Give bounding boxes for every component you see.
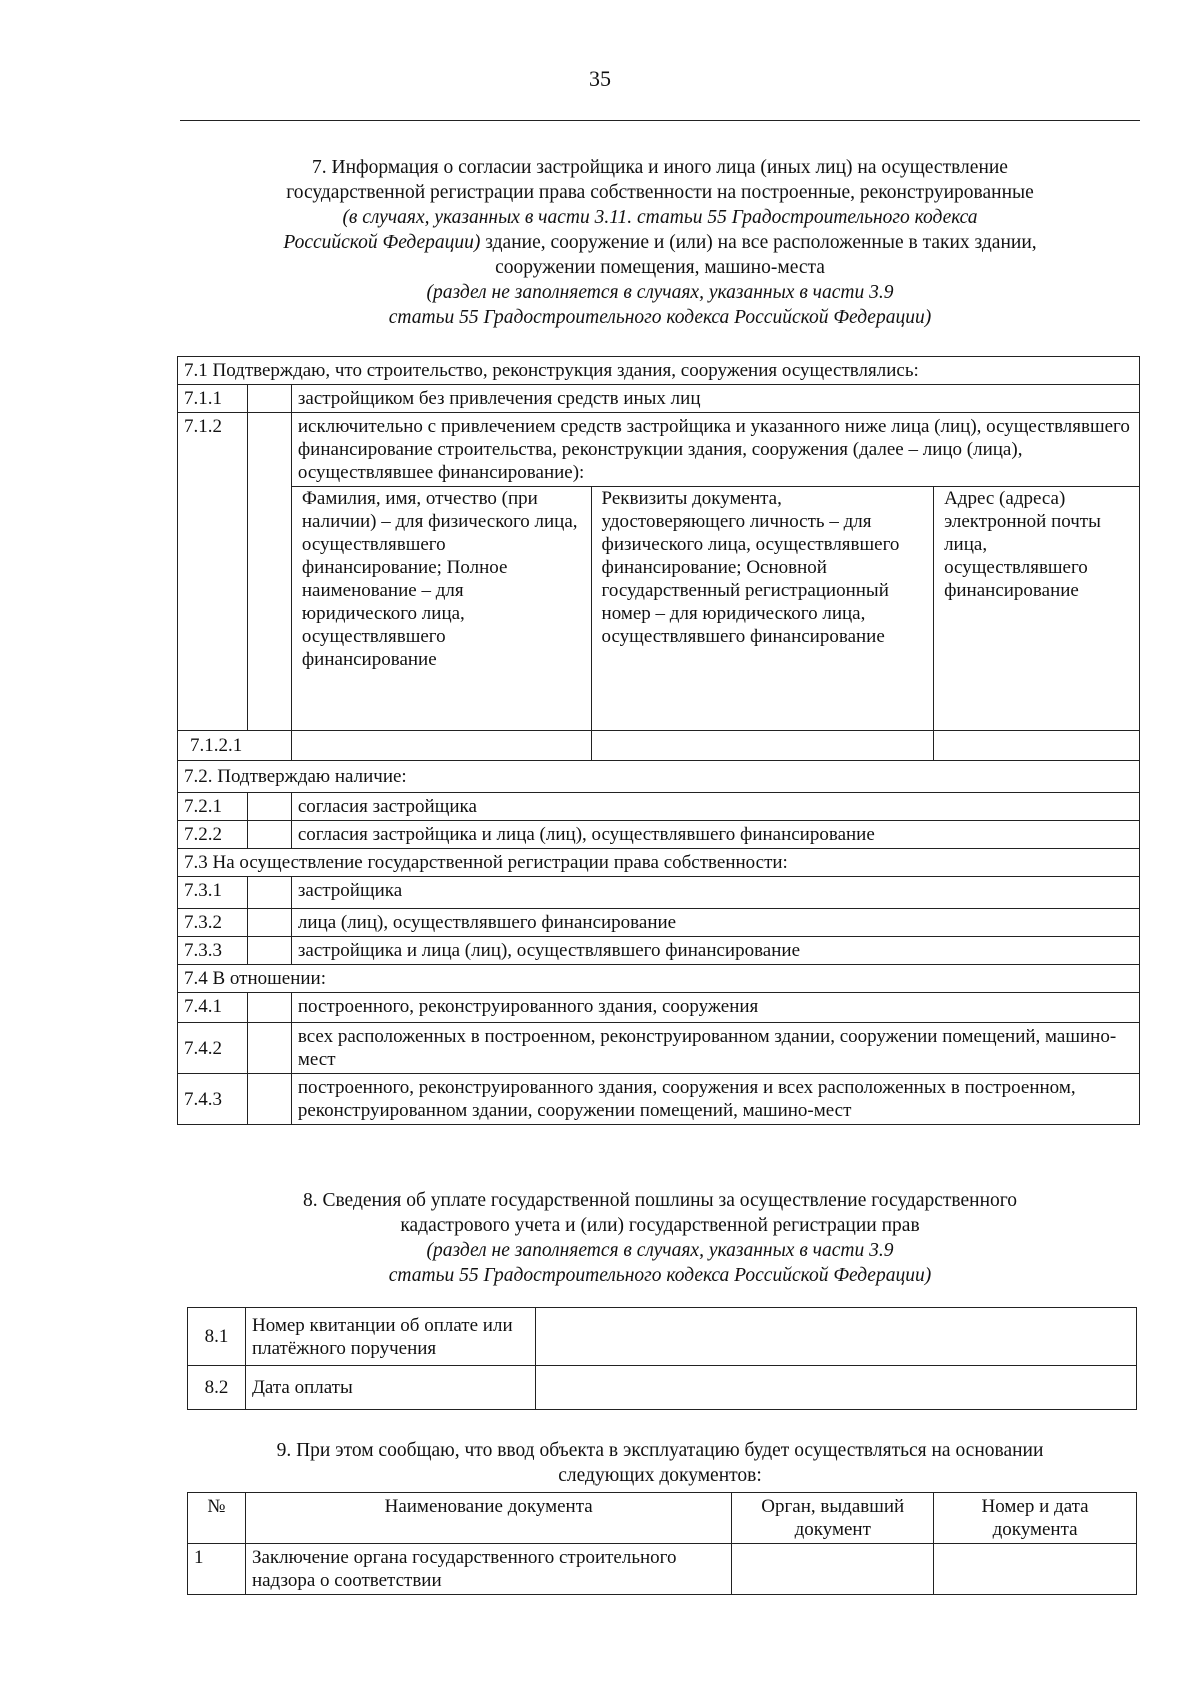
col-issuing-org-header: Орган, выдавший документ [732,1493,934,1544]
row-7-4-3-text: построенного, реконструированного здания, сооружения и всех расположенных в построенном, реконструированном здании, сооружении помещений, машино-мест [291,1074,1139,1125]
row-7-4: 7.4 В отношении: [178,965,1140,993]
page-number: 35 [589,66,611,91]
row-7-2-2-text: согласия застройщика и лица (лиц), осуществлявшего финансирование [291,821,1139,849]
section7-heading-line1: 7. Информация о согласии застройщика и иного лица (иных лиц) на осуществление [312,157,1008,178]
row-7-4-1-num: 7.4.1 [178,993,248,1023]
row-7-2-2-num: 7.2.2 [178,821,248,849]
row-7-3-1-text: застройщика [291,877,1139,909]
row-7-1-2-text: исключительно с привлечением средств застройщика и указанного ниже лица (лиц), осуществлявшего финансирование строительства, реконструкции здания, сооружения (далее – лицо (лица), осуществлявшее финансирование): [291,413,1139,487]
section8-heading-line1: 8. Сведения об уплате государственной пошлины за осуществление государственного [302,1190,1018,1211]
row-7-1-1-checkbox[interactable] [247,385,291,413]
section7-heading-line2: государственной регистрации права собственности на построенные, реконструированные [286,182,1034,203]
section7-note-2: статьи 55 Градостроительного кодекса Российской Федерации) [388,307,932,328]
row-7-1-2-checkbox[interactable] [247,413,291,731]
section8-note-line2 [180,1263,1140,1288]
col-number-date-header: Номер и дата документа [934,1493,1137,1544]
row-7-1-1-text: застройщиком без привлечения средств иных лиц [291,385,1139,413]
row-1-number-date-cell[interactable] [934,1544,1137,1595]
row-7-4-2-num: 7.4.2 [178,1023,248,1074]
row-7-1-2-num: 7.1.2 [178,413,248,731]
row-7-3-1-checkbox[interactable] [247,877,291,909]
row-7-3: 7.3 На осуществление государственной регистрации права собственности: [178,849,1140,877]
section8-table [187,1307,1137,1410]
row-7-1-2-1-name-cell[interactable] [291,731,591,761]
row-7-4-3-num: 7.4.3 [178,1074,248,1125]
section8-note-2: статьи 55 Градостроительного кодекса Российской Федерации) [388,1265,932,1286]
row-7-4-3-checkbox[interactable] [247,1074,291,1125]
section7-heading-line5: сооружении помещения, машино-места [495,257,825,278]
row-7-3-2-num: 7.3.2 [178,909,248,937]
section8-note-1: (раздел не заполняется в случаях, указанных в части 3.9 [426,1240,894,1261]
top-rule [180,120,1140,121]
row-1-issuing-org-cell[interactable] [732,1544,934,1595]
section7-table [177,356,1140,1125]
row-7-4-1-checkbox[interactable] [247,993,291,1023]
row-7-1: 7.1 Подтверждаю, что строительство, реконструкция здания, сооружения осуществлялись: [178,357,1140,385]
row-7-2: 7.2. Подтверждаю наличие: [178,761,1140,793]
col-financier-doc: Реквизиты документа, удостоверяющего личность – для физического лица, осуществлявшего финансирование; Основной государственный регистрационный номер – для юридического лица, осуществлявшего финансирование [591,487,934,731]
col-document-name-header: Наименование документа [245,1493,731,1544]
row-7-3-3-text: застройщика и лица (лиц), осуществлявшего финансирование [291,937,1139,965]
row-1-document-name: Заключение органа государственного строительного надзора о соответствии [245,1544,731,1595]
section7-note-1: (раздел не заполняется в случаях, указанных в части 3.9 [426,282,894,303]
row-7-4-2-text: всех расположенных в построенном, реконструированном здании, сооружении помещений, машино-мест [291,1023,1139,1074]
row-8-2-label: Дата оплаты [245,1366,535,1410]
row-7-2-1-num: 7.2.1 [178,793,248,821]
section9-table [187,1492,1137,1595]
col-no-header: № [188,1493,246,1544]
col-financier-name: Фамилия, имя, отчество (при наличии) – для физического лица, осуществлявшего финансирование; Полное наименование – для юридического лица, осуществлявшего финансирование [291,487,591,731]
row-7-4-2-checkbox[interactable] [247,1023,291,1074]
section8-heading-line2: кадастрового учета и (или) государственной регистрации прав [400,1215,920,1236]
row-8-1-num: 8.1 [188,1308,246,1366]
row-7-3-2-checkbox[interactable] [247,909,291,937]
row-7-1-1-num: 7.1.1 [178,385,248,413]
row-7-3-3-checkbox[interactable] [247,937,291,965]
row-7-4-1-text: построенного, реконструированного здания, сооружения [291,993,1139,1023]
row-7-3-1-num: 7.3.1 [178,877,248,909]
section7-heading-line3 [180,205,1140,230]
section8-heading [180,1188,1140,1288]
section9-heading-line2: следующих документов: [558,1465,762,1486]
col-financier-email: Адрес (адреса) электронной почты лица, осуществлявшего финансирование [934,487,1140,731]
section7-note-line1 [180,280,1140,305]
row-7-2-1-text: согласия застройщика [291,793,1139,821]
row-7-1-2-1-num: 7.1.2.1 [178,731,292,761]
section7-heading [180,155,1140,330]
row-7-2-1-checkbox[interactable] [247,793,291,821]
row-8-2-value-cell[interactable] [535,1366,1136,1410]
row-1-no: 1 [188,1544,246,1595]
section7-heading-line4 [180,230,1140,255]
row-7-2-2-checkbox[interactable] [247,821,291,849]
row-7-1-2-1-doc-cell[interactable] [591,731,934,761]
row-8-1-value-cell[interactable] [535,1308,1136,1366]
section7-heading-italic2: Российской Федерации) [283,232,481,253]
section7-heading-rest: здание, сооружение и (или) на все расположенные в таких здании, [480,232,1037,253]
section8-note-line1 [180,1238,1140,1263]
section7-note-line2 [180,305,1140,330]
row-7-3-3-num: 7.3.3 [178,937,248,965]
section9-heading [180,1438,1140,1488]
row-7-3-2-text: лица (лиц), осуществлявшего финансирование [291,909,1139,937]
row-8-2-num: 8.2 [188,1366,246,1410]
section9-heading-line1: 9. При этом сообщаю, что ввод объекта в эксплуатацию будет осуществляться на основании [276,1440,1044,1461]
section7-heading-italic1: (в случаях, указанных в части 3.11. статьи 55 Градостроительного кодекса [342,207,978,228]
row-8-1-label: Номер квитанции об оплате или платёжного поручения [245,1308,535,1366]
row-7-1-2-1-email-cell[interactable] [934,731,1140,761]
